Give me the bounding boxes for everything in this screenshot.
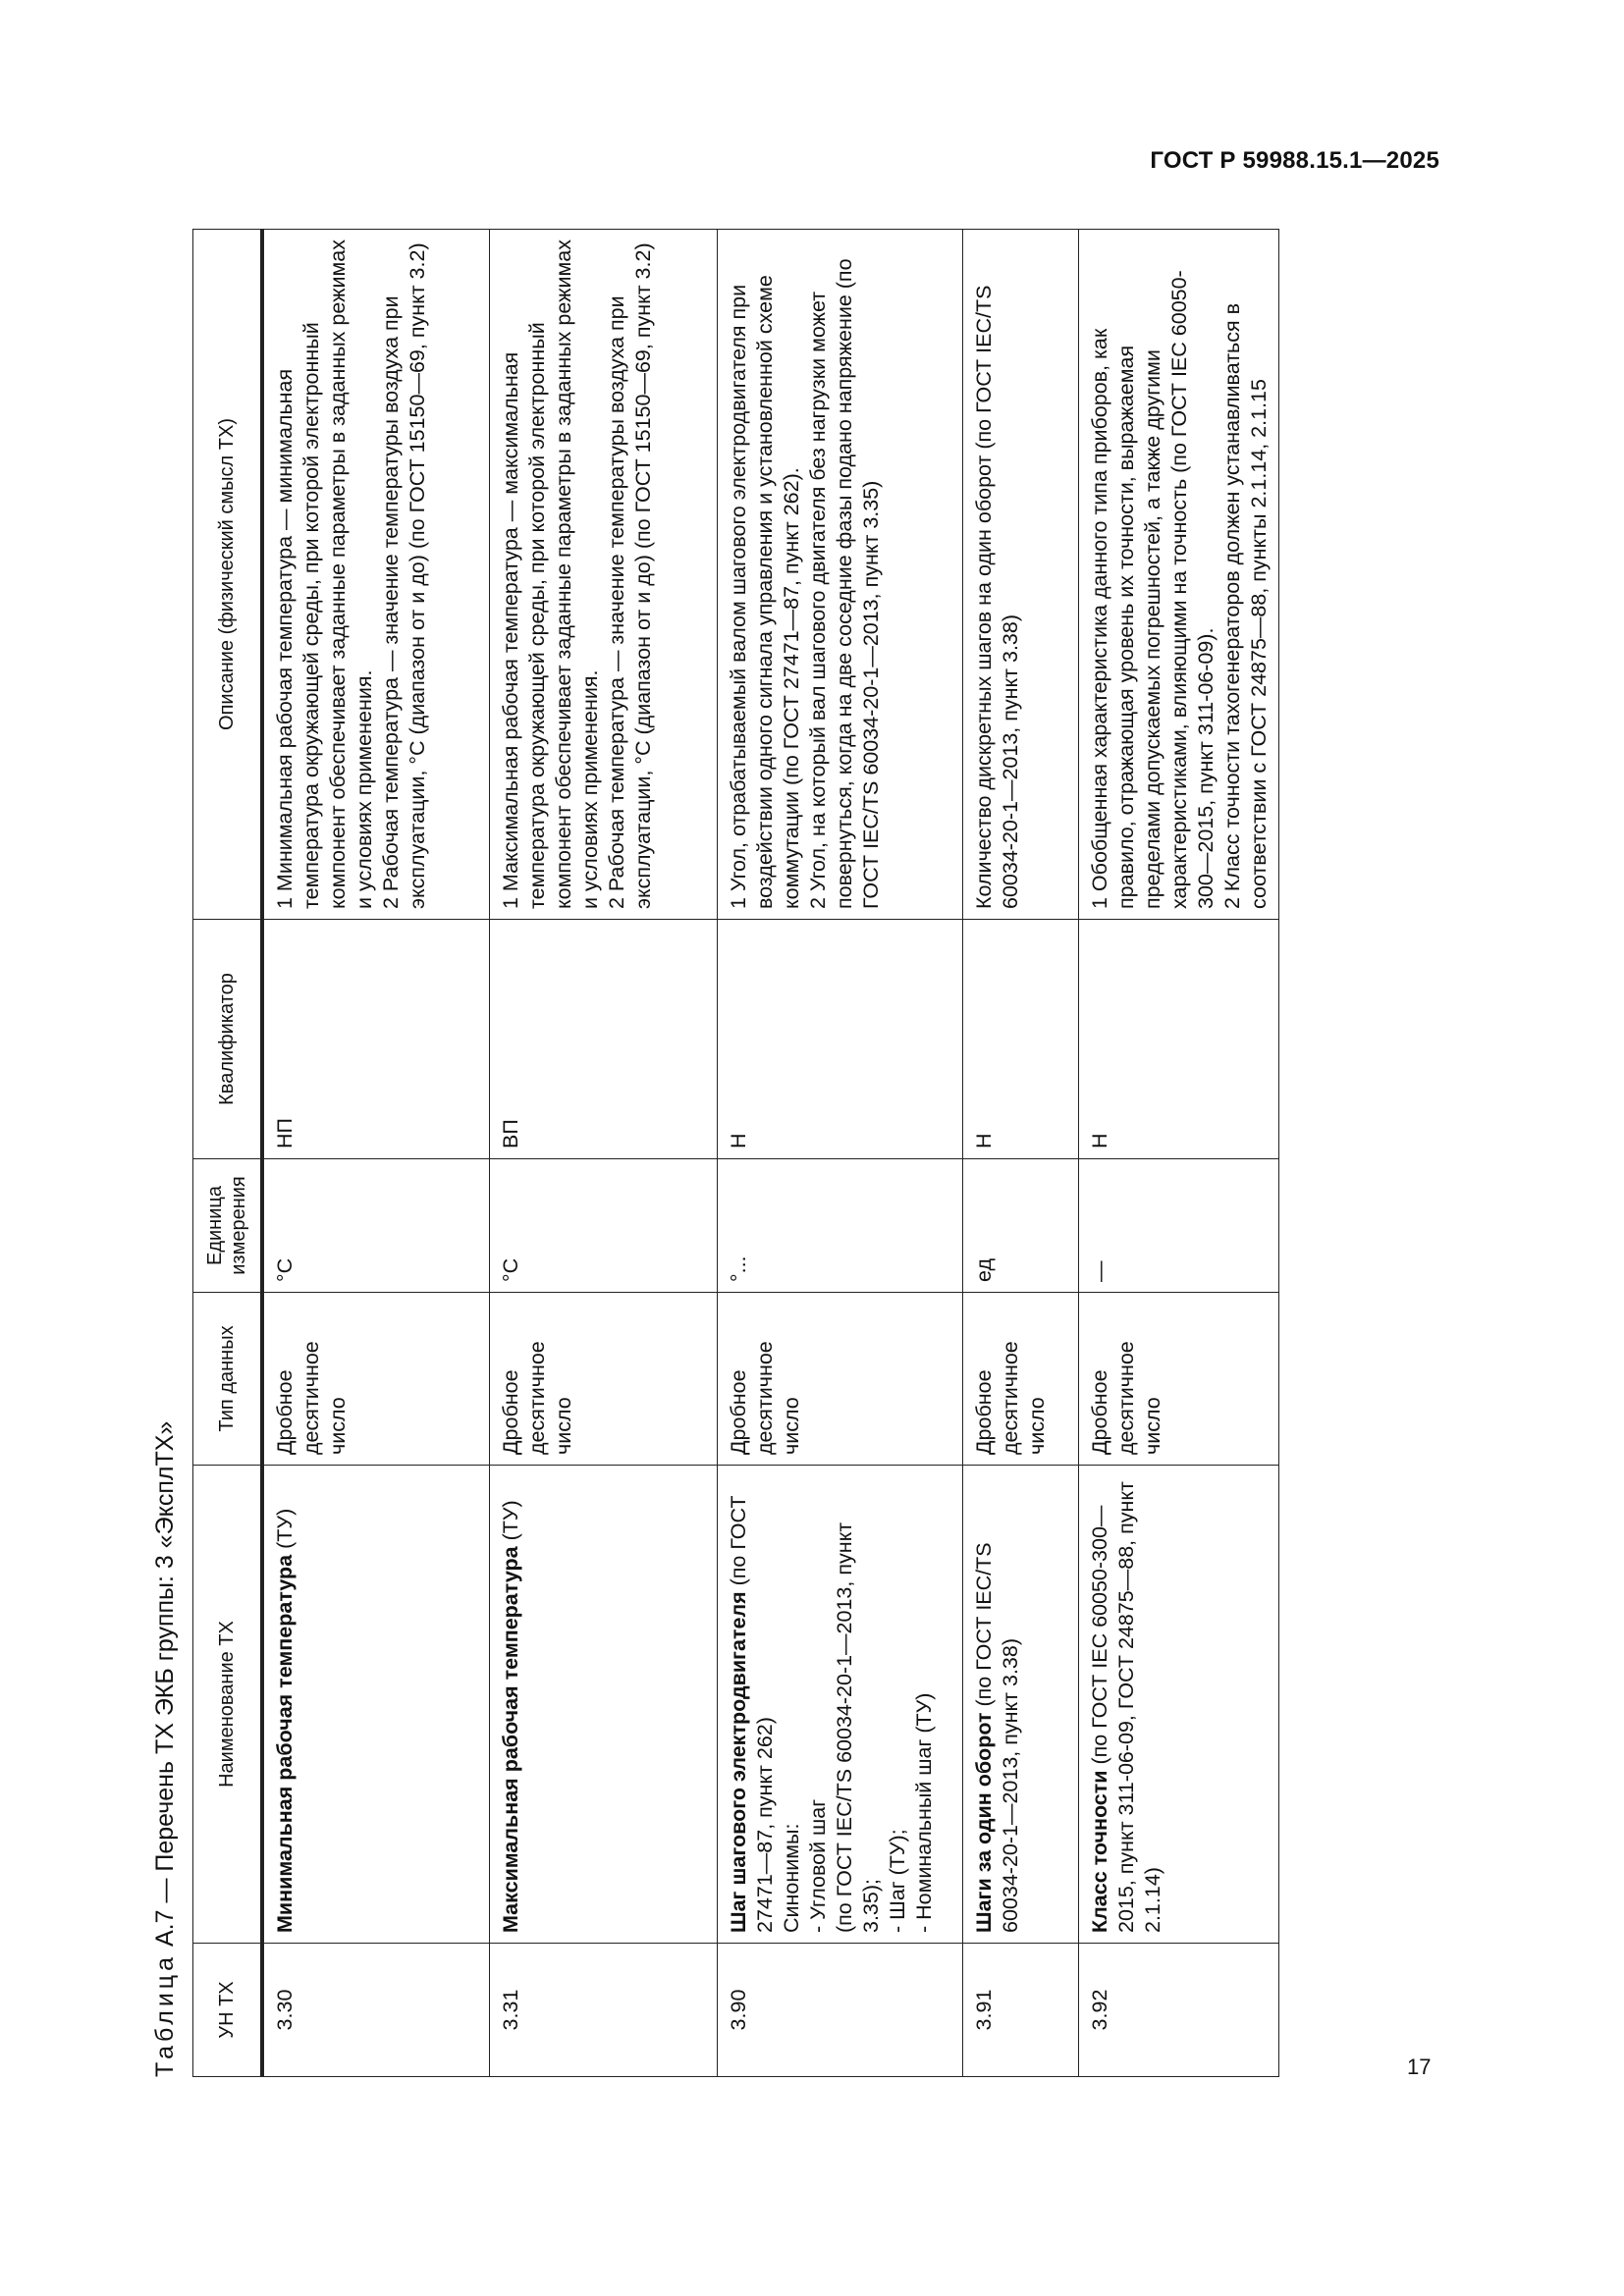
- table-row: [963, 230, 1079, 2077]
- table-row: [490, 230, 718, 2077]
- cell-code: 3.31: [490, 1944, 718, 2077]
- cell-data-type: Дробное десятичное число: [1079, 1293, 1279, 1466]
- cell-data-type: Дробное десятичное число: [490, 1293, 718, 1466]
- col-code-header: УН ТХ: [193, 1944, 262, 2077]
- col-name-header: Наименование ТХ: [193, 1466, 262, 1944]
- cell-name-bold: Шаги за один оборот: [972, 1712, 996, 1933]
- cell-code: 3.30: [262, 1944, 490, 2077]
- table-row: [718, 230, 963, 2077]
- cell-code: 3.92: [1079, 1944, 1279, 2077]
- col-qual-header: Квалификатор: [193, 920, 262, 1159]
- cell-name-bold: Минимальная рабочая температура: [272, 1554, 297, 1933]
- cell-name: Минимальная рабочая температура (ТУ): [262, 1466, 490, 1944]
- col-desc-header: Описание (физический смысл ТХ): [193, 230, 262, 920]
- cell-description: 1 Максимальная рабочая температура — максимальная температура окружающей среды, при которой электронный компонент обеспечивает заданные параметры в заданных режимах и условиях применения. 2 Рабочая температура — значение температуры воздуха при эксплуатации, °С (диапазон от и до) (по ГОСТ 15150—69, пункт 3.2): [490, 230, 718, 920]
- cell-qualifier: Н: [963, 920, 1079, 1159]
- cell-unit: —: [1079, 1159, 1279, 1293]
- table-row: [1079, 230, 1279, 2077]
- cell-data-type: Дробное десятичное число: [262, 1293, 490, 1466]
- cell-name: Максимальная рабочая температура (ТУ): [490, 1466, 718, 1944]
- cell-unit: ед: [963, 1159, 1079, 1293]
- cell-name-bold: Класс точности: [1088, 1770, 1111, 1933]
- table-row: [262, 230, 490, 2077]
- rotated-table-block: [145, 230, 1324, 2077]
- cell-description: 1 Минимальная рабочая температура — минимальная температура окружающей среды, при которой электронный компонент обеспечивает заданные параметры в заданных режимах и условиях применения. 2 Рабочая температура — значение температуры воздуха при эксплуатации, °С (диапазон от и до) (по ГОСТ 15150—69, пункт 3.2): [262, 230, 490, 920]
- page-number: 17: [1407, 2055, 1432, 2079]
- cell-qualifier: НП: [262, 920, 490, 1159]
- col-unit-header: Единица измерения: [193, 1159, 262, 1293]
- cell-qualifier: Н: [718, 920, 963, 1159]
- table-caption: [145, 232, 185, 2077]
- caption-text: А.7 — Перечень ТХ ЭКБ группы: 3 «ЭксплТХ»: [151, 1420, 179, 1953]
- cell-name: Класс точности (по ГОСТ IEC 60050-300—2015, пункт 311-06-09, ГОСТ 24875—88, пункт 2.1.14): [1079, 1466, 1279, 1944]
- cell-code: 3.91: [963, 1944, 1079, 2077]
- cell-name-bold: Максимальная рабочая температура: [499, 1546, 522, 1933]
- caption-prefix: Таблица: [151, 1952, 179, 2077]
- cell-qualifier: Н: [1079, 920, 1279, 1159]
- col-type-header: Тип данных: [193, 1293, 262, 1466]
- cell-unit: °С: [490, 1159, 718, 1293]
- table-header-row: [193, 230, 262, 2077]
- cell-unit: °...: [718, 1159, 963, 1293]
- cell-name: Шаг шагового электродвигателя (по ГОСТ 27471—87, пункт 262) Синонимы: - Угловой шаг (по ГОСТ IEC/TS 60034-20-1—2013, пункт 3.35); - Шаг (ТУ); - Номинальный шаг (ТУ): [718, 1466, 963, 1944]
- cell-name-bold: Шаг шагового электродвигателя: [727, 1591, 750, 1933]
- standard-header: ГОСТ Р 59988.15.1—2025: [1150, 147, 1439, 174]
- cell-unit: °С: [262, 1159, 490, 1293]
- cell-description: 1 Обобщенная характеристика данного типа приборов, как правило, отражающая уровень их точности, выражаемая пределами допускаемых погрешностей, а также другими характеристиками, влияющими на точность (по ГОСТ IEC 60050-300—2015, пункт 311-06-09). 2 Класс точности тахогенераторов должен устанавливаться в соответствии с ГОСТ 24875—88, пункты 2.1.14, 2.1.15: [1079, 230, 1279, 920]
- cell-code: 3.90: [718, 1944, 963, 2077]
- cell-name: Шаги за один оборот (по ГОСТ IEC/TS 60034-20-1—2013, пункт 3.38): [963, 1466, 1079, 1944]
- cell-qualifier: ВП: [490, 920, 718, 1159]
- cell-description: 1 Угол, отрабатываемый валом шагового электродвигателя при воздействии одного сигнала управления и установленной схеме коммутации (по ГОСТ 27471—87, пункт 262). 2 Угол, на который вал шагового двигателя без нагрузки может повернуться, когда на две соседние фазы подано напряжение (по ГОСТ IEC/TS 60034-20-1—2013, пункт 3.35): [718, 230, 963, 920]
- cell-data-type: Дробное десятичное число: [718, 1293, 963, 1466]
- cell-data-type: Дробное десятичное число: [963, 1293, 1079, 1466]
- characteristics-table: [192, 229, 1279, 2077]
- cell-description: Количество дискретных шагов на один оборот (по ГОСТ IEC/TS 60034-20-1—2013, пункт 3.38): [963, 230, 1079, 920]
